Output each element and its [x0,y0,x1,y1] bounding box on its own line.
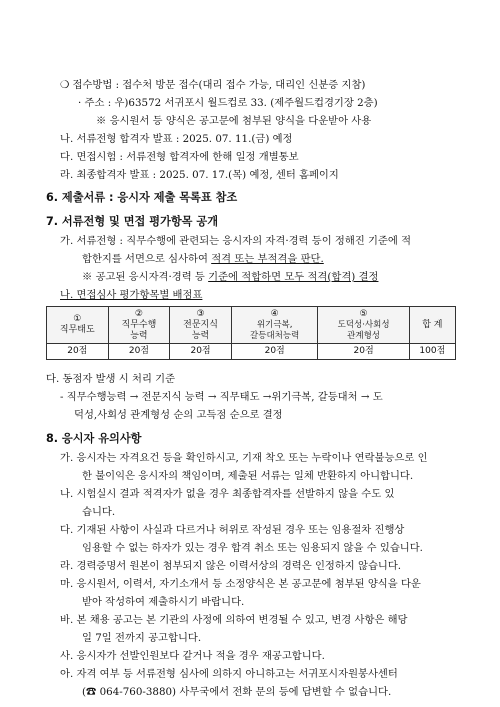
score-cell-4: 20점 [231,344,318,360]
document-result-date: 나. 서류전형 합격자 발표 : 2025. 07. 11.(금) 예정 [60,133,293,145]
notice-line-8: 마. 응시원서, 이력서, 자기소개서 등 소정양식은 본 공고문에 첨부된 양식을 다운 [60,578,421,590]
screening-line-1: 가. 서류전형 : 직무수행에 관련되는 응시자의 자격·경력 등이 정해진 기준에 적 [60,235,412,247]
address-line: · 주소 : 우)63572 서귀포시 월드컵로 33. (제주월드컵경기장 2층) [78,97,378,109]
screening-note-criteria: 기준에 적합하면 모두 적격(합격) 결정 [208,271,379,283]
notice-line-11: 일 7일 전까지 공고합니다. [82,632,202,644]
notice-line-4: 습니다. [82,506,116,518]
interview-score-caption: 나. 면접심사 평가항목별 배점표 [60,289,203,301]
header-cell-total: 합 계 [409,307,455,344]
score-cell-2: 20점 [108,344,170,360]
score-cell-5: 20점 [318,344,409,360]
section-7-title: 7. 서류전형 및 면접 평가항목 공개 [46,215,219,228]
score-cell-1: 20점 [47,344,109,360]
notice-line-2: 한 불이익은 응시자의 책임이며, 제출된 서류는 일체 반환하지 아니합니다. [82,470,414,482]
notice-line-14: (☎ 064-760-3880) 사무국에서 전화 문의 등에 답변할 수 없습니다. [82,686,392,698]
final-result-date: 라. 최종합격자 발표 : 2025. 07. 17.(목) 예정, 센터 홈페이지 [60,169,339,181]
notice-line-10: 바. 본 채용 공고는 본 기관의 사정에 의하여 변경될 수 있고, 변경 사항은 해당 [60,614,408,626]
application-method: ❍ 접수방법 : 접수처 방문 접수(대리 접수 가능, 대리인 신분증 지참) [60,79,366,91]
interview-schedule: 다. 면접시험 : 서류전형 합격자에 한해 일정 개별통보 [60,151,299,163]
section-6-title: 6. 제출서류 : 응시자 제출 목록표 참조 [46,191,238,204]
header-cell-2: ② 직무수행 능력 [108,307,170,344]
screening-note: ※ 공고된 응시자격·경력 등 기준에 적합하면 모두 적격(합격) 결정 [82,271,379,283]
score-table-value-row [47,344,456,360]
notice-line-3: 나. 시험실시 결과 적격자가 없을 경우 최종합격자를 선발하지 않을 수도 있 [60,488,395,500]
header-cell-3: ③ 전문지식 능력 [170,307,232,344]
notice-line-9: 받아 작성하여 제출하시기 바랍니다. [82,596,245,608]
tie-break-line-1: - 직무수행능력 → 전문지식 능력 → 직무태도 →위기극복, 갈등대처 → 도 [60,391,383,403]
notice-line-5: 다. 기재된 사항이 사실과 다르거나 허위로 작성된 경우 또는 임용절차 진행상 [60,524,405,536]
header-cell-4: ④ 위기극복, 갈등대처능력 [231,307,318,344]
notice-line-7: 라. 경력증명서 원본이 첨부되지 않은 이력서상의 경력은 인정하지 않습니다. [60,560,402,572]
score-table-header-row [47,307,456,344]
notice-line-12: 사. 응시자가 선발인원보다 같거나 적을 경우 재공고합니다. [60,650,325,662]
header-cell-1: ① 직무태도 [47,307,109,344]
notice-line-6: 임용할 수 없는 하자가 있는 경우 합격 취소 또는 임용되지 않을 수 있습니다. [82,542,423,554]
notice-line-13: 아. 자격 여부 등 서류전형 심사에 의하지 아니하고는 서귀포시자원봉사센터 [60,668,398,680]
notice-line-1: 가. 응시자는 자격요건 등을 확인하시고, 기재 착오 또는 누락이나 연락불능으로 인 [60,452,428,464]
interview-score-table [46,306,456,360]
score-cell-3: 20점 [170,344,232,360]
screening-judgement: 적격 또는 부적격을 판단. [211,253,324,265]
screening-line-2: 합한지를 서면으로 심사하여 적격 또는 부적격을 판단. [82,253,324,265]
header-cell-5: ⑤ 도덕성·사회성 관계형성 [318,307,409,344]
score-cell-total: 100점 [409,344,455,360]
tie-break-line-2: 덕성,사회성 관계형성 순의 고득점 순으로 결정 [74,409,283,421]
section-8-title: 8. 응시자 유의사항 [46,432,142,445]
form-note: ※ 응시원서 등 양식은 공고문에 첨부된 양식을 다운받아 사용 [96,115,372,127]
tie-break-caption: 다. 동점자 발생 시 처리 기준 [46,373,176,385]
